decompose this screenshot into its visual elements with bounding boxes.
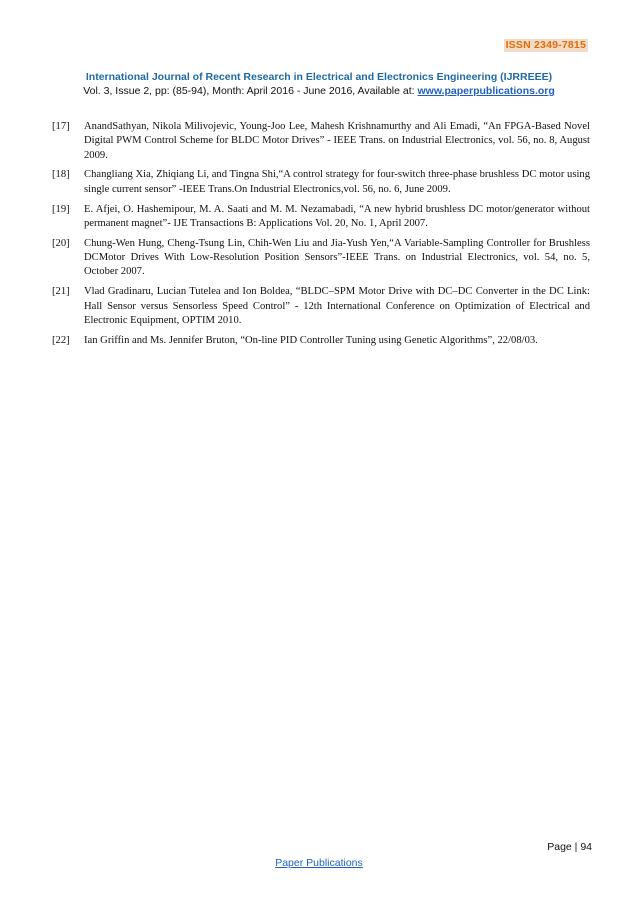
- reference-text: Vlad Gradinaru, Lucian Tutelea and Ion Boldea, “BLDC–SPM Motor Drive with DC–DC Converter in the DC Link: Hall Sensor versus Sensorless Speed Control” - 12th International Conference on Optimization of Electrical and Electronic Equipment, OPTIM 2010.: [84, 286, 590, 326]
- reference-item: [52, 285, 590, 328]
- page-number: Page | 94: [547, 841, 592, 853]
- reference-item: [52, 120, 590, 163]
- reference-text: Ian Griffin and Ms. Jennifer Bruton, “On-line PID Controller Tuning using Genetic Algorithms”, 22/08/03.: [84, 334, 538, 346]
- reference-number: [19]: [52, 203, 70, 215]
- reference-text: Chung-Wen Hung, Cheng-Tsung Lin, Chih-Wen Liu and Jia-Yush Yen,“A Variable-Sampling Controller for Brushless DCMotor Drives With Low-Resolution Position Sensors”-IEEE Trans. on Industrial Electronics, vol. 54, no. 5, October 2007.: [84, 237, 590, 278]
- reference-number: [21]: [52, 286, 70, 298]
- reference-number: [17]: [52, 121, 70, 132]
- reference-text: AnandSathyan, Nikola Milivojevic, Young-Joo Lee, Mahesh Krishnamurthy and Ali Emadi, “An FPGA-Based Novel Digital PWM Control Scheme for BLDC Motor Drives” - IEEE Trans. on Industrial Electronics, vol. 56, no. 8, August 2009.: [84, 121, 590, 161]
- reference-number: [22]: [52, 334, 70, 346]
- website-link[interactable]: www.paperpublications.org: [417, 85, 555, 97]
- reference-item: [52, 203, 590, 232]
- journal-title: International Journal of Recent Research in Electrical and Electronics Engineering (IJRREEE): [85, 71, 553, 83]
- reference-item: [52, 237, 590, 280]
- reference-item: [52, 334, 590, 348]
- issn-badge: ISSN 2349-7815: [505, 39, 586, 51]
- publisher-link[interactable]: Paper Publications: [275, 857, 363, 869]
- reference-item: [52, 168, 590, 197]
- journal-info: [0, 84, 638, 98]
- reference-text: Changliang Xia, Zhiqiang Li, and Tingna Shi,“A control strategy for four-switch three-phase brushless DC motor using single current sensor” -IEEE Trans.On Industrial Electronics,vol. 56, no. 6, June 2009.: [84, 169, 590, 195]
- reference-number: [20]: [52, 237, 70, 249]
- journal-issue-info: Vol. 3, Issue 2, pp: (85-94), Month: April 2016 - June 2016, Available at:: [83, 85, 418, 97]
- reference-list: [52, 120, 590, 354]
- reference-number: [18]: [52, 169, 70, 181]
- reference-text: E. Afjei, O. Hashemipour, M. A. Saati and M. M. Nezamabadi, “A new hybrid brushless DC motor/generator without permanent magnet”- IJE Transactions B: Applications Vol. 20, No. 1, April 2007.: [84, 203, 590, 229]
